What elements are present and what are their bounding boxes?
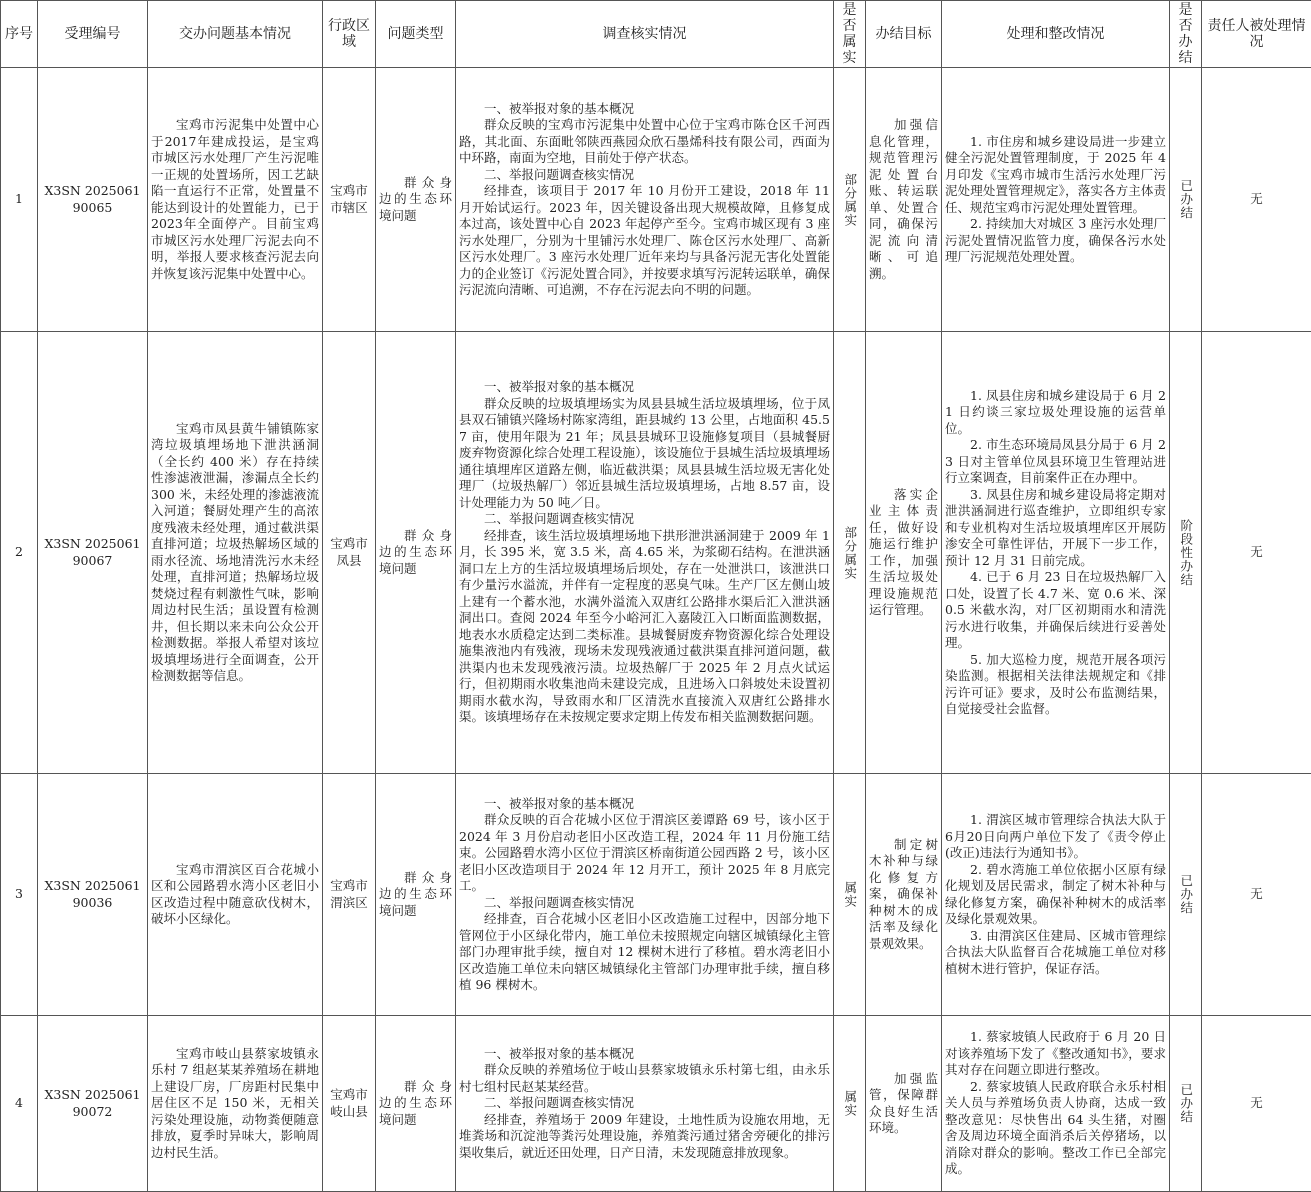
issue-text: 宝鸡市污泥集中处置中心于2017年建成投运，是宝鸡市城区污水处理厂产生污泥唯一正规的处置场所，因工艺缺陷一直运行不正常，处置量不能达到设计的处置能力，已于2023年全面停产。目前宝鸡市城区污水处理厂污泥去向不明，举报人要求核查污泥去向并恢复该污泥集中处置中心。: [151, 117, 319, 282]
cell-handling: [942, 774, 1170, 1016]
investigation-para: 一、被举报对象的基本概况: [459, 796, 830, 813]
cell-seq: 4: [1, 1016, 38, 1192]
cell-investigation: [456, 774, 834, 1016]
cell-investigation: [456, 68, 834, 332]
header-row: [1, 1, 1311, 68]
cell-handling: [942, 1016, 1170, 1192]
handling-para: 3. 凤县住房和城乡建设局将定期对泄洪涵洞进行巡查维护，立即组织专家和专业机构对生活垃圾填埋库区开展防渗安全可靠性评估，开展下一步工作，预计 12 月 31 日前完成。: [945, 487, 1166, 570]
verified-text: 属实: [841, 881, 858, 908]
investigation-para: 经排查，百合花城小区老旧小区改造施工过程中，因部分地下管网位于小区绿化带内，施工单位未按照规定向辖区城镇绿化主管部门办理审批手续，擅自对 12 棵树木进行了移植。碧水湾老旧小区改造施工单位未向辖区城镇绿化主管部门办理审批手续，擅自移植 96 棵树木。: [459, 911, 830, 994]
cell-type: [376, 774, 456, 1016]
concluded-text: 已办结: [1177, 874, 1194, 915]
handling-para: 1. 蔡家坡镇人民政府于 6 月 20 日对该养殖场下发了《整改通知书》，要求其对存在问题立即进行整改。: [945, 1029, 1166, 1079]
handling-para: 1. 渭滨区城市管理综合执法大队于6月20日向两户单位下发了《责令停止(改正)违法行为通知书》。: [945, 812, 1166, 862]
cell-handling: [942, 68, 1170, 332]
handling-para: 1. 市住房和城乡建设局进一步建立健全污泥处置管理制度，于 2025 年 4 月印发《宝鸡市城市生活污水处理厂污泥处理处置管理规定》，落实各方主体责任、规范宝鸡市污泥处理处置管理。: [945, 134, 1166, 217]
cell-concluded: [1170, 68, 1202, 332]
investigation-para: 群众反映的养殖场位于岐山县蔡家坡镇永乐村第七组，由永乐村七组村民赵某某经营。: [459, 1062, 830, 1095]
cell-id: X3SN 202506190036: [38, 774, 148, 1016]
table-row: [1, 68, 1311, 332]
header-type: 问题类型: [376, 1, 456, 68]
cell-seq: 1: [1, 68, 38, 332]
handling-para: 2. 持续加大对城区 3 座污水处理厂污泥处置情况监管力度，确保各污水处理厂污泥规范处理处置。: [945, 216, 1166, 266]
concluded-text: 已办结: [1177, 179, 1194, 220]
investigation-para: 二、举报问题调查核实情况: [459, 167, 830, 184]
investigation-para: 经排查，养殖场于 2009 年建设，土地性质为设施农用地，无堆粪场和沉淀池等粪污处理设施，养殖粪污通过猪舍旁硬化的排污渠收集后，就近还田处理，日产日清，未发现随意排放现象。: [459, 1112, 830, 1162]
verified-text: 部分属实: [841, 173, 858, 227]
type-text: 群众身边的生态环境问题: [379, 175, 452, 225]
investigation-para: 二、举报问题调查核实情况: [459, 895, 830, 912]
cell-region: 宝鸡市渭滨区: [323, 774, 376, 1016]
header-goal: 办结目标: [866, 1, 942, 68]
cell-id: X3SN 202506190072: [38, 1016, 148, 1192]
header-handling: 处理和整改情况: [942, 1, 1170, 68]
cell-verified: [834, 68, 866, 332]
cell-verified: [834, 774, 866, 1016]
cell-type: [376, 1016, 456, 1192]
cell-region: 宝鸡市岐山县: [323, 1016, 376, 1192]
issue-text: 宝鸡市凤县黄牛铺镇陈家湾垃圾填埋场地下泄洪涵洞（全长约 400 米）存在持续性渗滤液泄漏，渗漏点全长约 300 米，未经处理的渗滤液流入河道；餐厨处理产生的高浓度残液未经处理，通过截洪渠直排河道；垃圾热解场区域的雨水径流、场地清洗污水未经处理，直排河道；热解场垃圾焚烧过程有刺激性气味，影响周边村民生活；虽设置有检测井，但长期以来未向公众公开检测数据。举报人希望对该垃圾填埋场进行全面调查，公开检测数据等信息。: [151, 421, 319, 685]
cell-type: [376, 332, 456, 774]
goal-text: 加强信息化管理，规范管理污泥处置台账、转运联单、处置合同，确保污泥流向清晰、可追溯。: [869, 117, 938, 282]
cell-verified: [834, 1016, 866, 1192]
header-seq: 序号: [1, 1, 38, 68]
cell-issue: [148, 68, 323, 332]
cell-region: 宝鸡市凤县: [323, 332, 376, 774]
investigation-para: 二、举报问题调查核实情况: [459, 511, 830, 528]
investigation-para: 经排查，该项目于 2017 年 10 月份开工建设，2018 年 11 月开始试运行。2023 年，因关键设备出现大规模故障，且修复成本过高，该处置中心自 2023 年起停产至今。宝鸡市城区现有 3 座污水处理厂，分别为十里铺污水处理厂、陈仓区污水处理厂、高新区污水处理厂。3 座污水处理厂近年来均与具备污泥无害化处置能力的企业签订《污泥处置合同》，并按要求填写污泥转运联单，确保污泥流向清晰、可追溯，不存在污泥去向不明的问题。: [459, 183, 830, 299]
cell-punished: 无: [1202, 774, 1311, 1016]
cell-seq: 2: [1, 332, 38, 774]
cell-goal: [866, 1016, 942, 1192]
table-row: [1, 774, 1311, 1016]
goal-text: 加强监管，保障群众良好生活环境。: [869, 1071, 938, 1137]
handling-para: 3. 由渭滨区住建局、区城市管理综合执法大队监督百合花城施工单位对移植树木进行管护，保证存活。: [945, 928, 1166, 978]
header-investigation: 调查核实情况: [456, 1, 834, 68]
header-issue: 交办问题基本情况: [148, 1, 323, 68]
handling-para: 5. 加大巡检力度，规范开展各项污染监测。根据相关法律法规规定和《排污许可证》要求，及时公布监测结果，自觉接受社会监督。: [945, 652, 1166, 718]
cell-punished: 无: [1202, 68, 1311, 332]
investigation-para: 一、被举报对象的基本概况: [459, 101, 830, 118]
handling-para: 2. 市生态环境局凤县分局于 6 月 23 日对主管单位凤县环境卫生管理站进行立案调查，目前案件正在办理中。: [945, 437, 1166, 487]
cell-issue: [148, 774, 323, 1016]
concluded-text: 已办结: [1177, 1083, 1194, 1124]
header-region: 行政区域: [323, 1, 376, 68]
cell-goal: [866, 332, 942, 774]
cell-investigation: [456, 1016, 834, 1192]
investigation-para: 群众反映的垃圾填埋场实为凤县县城生活垃圾填埋场，位于凤县双石铺镇兴隆场村陈家湾组，距县城约 13 公里，占地面积 45.57 亩，使用年限为 21 年；凤县县城环卫设施修复项目（县城餐厨废弃物资源化综合处理工程设施），该设施位于县城生活垃圾填埋场通往填埋库区道路左侧，临近截洪渠；凤县县城生活垃圾无害化处理厂（垃圾热解厂）邻近县城生活垃圾填埋场，占地 8.57 亩，设计处理能力为 50 吨／日。: [459, 396, 830, 512]
goal-text: 制定树木补种与绿化修复方案，确保补种树木的成活率及绿化景观效果。: [869, 837, 938, 953]
cell-investigation: [456, 332, 834, 774]
investigation-para: 经排查，该生活垃圾填埋场地下拱形泄洪涵洞建于 2009 年 1 月，长 395 米，宽 3.5 米，高 4.65 米，为浆砌石结构。在泄洪涵洞口左上方的生活垃圾填埋场后坝处，存在一处泄洪口，该泄洪口有少量污水溢流，并伴有一定程度的恶臭气味。生产厂区左侧山坡上建有一个蓄水池，水满外溢流入双唐红公路排水渠后汇入泄洪涵洞出口。查阅 2024 年至今小峪河汇入嘉陵江入口断面监测数据，地表水水质稳定达到二类标准。县城餐厨废弃物资源化综合处理设施集液池内有残液，现场未发现残液通过截洪渠直排河道问题，截洪渠内也未发现残液污渍。垃圾热解厂于 2025 年 2 月点火试运行，但初期雨水收集池尚未建设完成，且进场入口斜坡处未设置初期雨水截水沟，导致雨水和厂区清洗水直接流入双唐红公路排水渠。该填埋场存在未按规定要求定期上传发布相关监测数据问题。: [459, 528, 830, 726]
header-concluded: 是否办结: [1170, 1, 1202, 68]
header-punished: 责任人被处理情况: [1202, 1, 1311, 68]
goal-text: 落实企业主体责任，做好设施运行维护工作，加强生活垃圾处理设施规范运行管理。: [869, 487, 938, 619]
header-id: 受理编号: [38, 1, 148, 68]
cell-id: X3SN 202506190067: [38, 332, 148, 774]
cell-punished: 无: [1202, 1016, 1311, 1192]
type-text: 群众身边的生态环境问题: [379, 1079, 452, 1129]
verified-text: 属实: [841, 1090, 858, 1117]
cell-concluded: [1170, 332, 1202, 774]
cell-concluded: [1170, 774, 1202, 1016]
investigation-para: 群众反映的百合花城小区位于渭滨区姜谭路 69 号，该小区于 2024 年 3 月份启动老旧小区改造工程，2024 年 11 月份施工结束。公园路碧水湾小区位于渭滨区桥南街道公园西路 2 号，该小区老旧小区改造项目于 2024 年 12 月开工，预计 2025 年 8 月底完工。: [459, 812, 830, 895]
cell-handling: [942, 332, 1170, 774]
issue-text: 宝鸡市渭滨区百合花城小区和公园路碧水湾小区老旧小区改造过程中随意砍伐树木，破坏小区绿化。: [151, 862, 319, 928]
cell-punished: 无: [1202, 332, 1311, 774]
type-text: 群众身边的生态环境问题: [379, 870, 452, 920]
cell-verified: [834, 332, 866, 774]
type-text: 群众身边的生态环境问题: [379, 528, 452, 578]
cell-goal: [866, 68, 942, 332]
cell-id: X3SN 202506190065: [38, 68, 148, 332]
cell-region: 宝鸡市市辖区: [323, 68, 376, 332]
concluded-text: 阶段性办结: [1177, 519, 1194, 587]
cell-issue: [148, 332, 323, 774]
handling-para: 4. 已于 6 月 23 日在垃圾热解厂入口处，设置了长 4.7 米、宽 0.6 米、深 0.5 米截水沟，对厂区初期雨水和清洗污水进行收集，并确保后续进行妥善处理。: [945, 569, 1166, 652]
handling-para: 1. 凤县住房和城乡建设局于 6 月 21 日约谈三家垃圾处理设施的运营单位。: [945, 388, 1166, 438]
verified-text: 部分属实: [841, 526, 858, 580]
table-row: [1, 1016, 1311, 1192]
cell-concluded: [1170, 1016, 1202, 1192]
cell-seq: 3: [1, 774, 38, 1016]
cell-issue: [148, 1016, 323, 1192]
cell-goal: [866, 774, 942, 1016]
investigation-para: 一、被举报对象的基本概况: [459, 379, 830, 396]
issue-text: 宝鸡市岐山县蔡家坡镇永乐村 7 组赵某某养殖场在耕地上建设厂房，厂房距村民集中居住区不足 150 米，无相关污染处理设施，动物粪便随意排放，夏季时异味大，影响周边村民生活。: [151, 1046, 319, 1162]
cell-type: [376, 68, 456, 332]
investigation-para: 群众反映的宝鸡市污泥集中处置中心位于宝鸡市陈仓区千河西路，其北面、东面毗邻陕西燕园众欣石墨烯科技有限公司，西面为中环路，南面为空地，目前处于停产状态。: [459, 117, 830, 167]
investigation-para: 一、被举报对象的基本概况: [459, 1046, 830, 1063]
investigation-para: 二、举报问题调查核实情况: [459, 1095, 830, 1112]
header-verified: 是否属实: [834, 1, 866, 68]
handling-para: 2. 蔡家坡镇人民政府联合永乐村相关人员与养殖场负责人协商，达成一致整改意见：尽快售出 64 头生猪，对圈舍及周边环境全面消杀后关停猪场，以消除对群众的影响。整改工作已全部完成。: [945, 1079, 1166, 1178]
handling-para: 2. 碧水湾施工单位依据小区原有绿化规划及居民需求，制定了树木补种与绿化修复方案，确保补种树木的成活率及绿化景观效果。: [945, 862, 1166, 928]
table-row: [1, 332, 1311, 774]
